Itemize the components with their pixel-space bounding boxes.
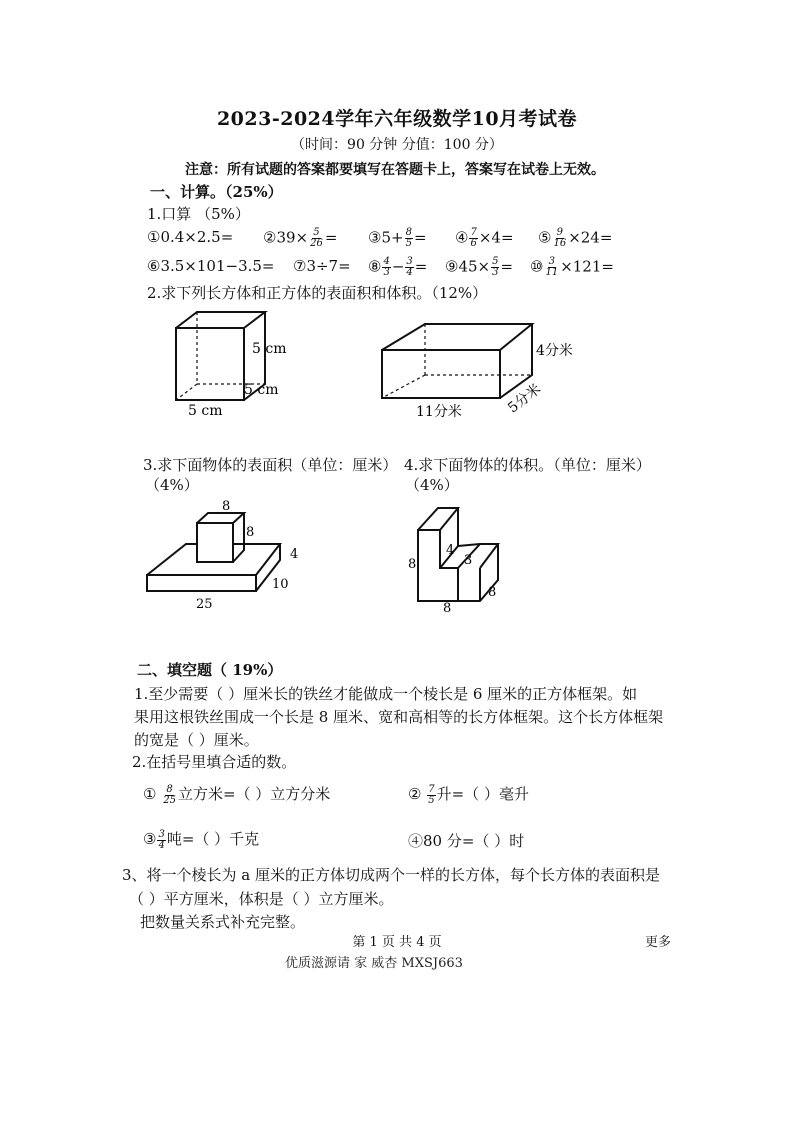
- q4-heading: 4.求下面物体的体积。（单位：厘米）: [404, 456, 651, 474]
- calc-item-1: ①0.4×2.5=: [147, 228, 234, 246]
- fill-q2-heading: 2.在括号里填合适的数。: [132, 753, 297, 771]
- calc-item-8: ⑧ $\frac{4}{3}$ − $\frac{3}{4}$ =: [368, 256, 428, 278]
- calc-item-4: ④ $\frac{7}{6}$ ×4=: [455, 227, 514, 249]
- section2-heading: 二、填空题（ 19%）: [137, 661, 283, 679]
- cube-label-height: 5 cm: [252, 341, 287, 357]
- q4-label-height: 8: [408, 557, 417, 572]
- fill-q1-line2: 果用这根铁丝围成一个长是 8 厘米、宽和高相等的长方体框架。这个长方体框架: [134, 708, 664, 726]
- q4-label-depth: 8: [488, 585, 497, 600]
- fill-q3-line2: （ ）平方厘米，体积是（ ）立方厘米。: [129, 890, 394, 908]
- q3-label-cube-height: 8: [246, 525, 255, 540]
- cube-label-depth: 5 cm: [244, 382, 279, 398]
- q2-figures: [150, 300, 630, 425]
- calc-item-7: ⑦3÷7=: [293, 257, 351, 275]
- q2-heading: 2.求下列长方体和正方体的表面积和体积。（12%）: [147, 284, 488, 302]
- fill-q2-item-3: ③ $\frac{3}{4}$ 吨=（ ）千克: [143, 828, 260, 851]
- calc-item-9: ⑨45× $\frac{5}{3}$ =: [445, 256, 514, 278]
- exam-info: （时间：90 分钟 分值：100 分）: [291, 137, 503, 153]
- cuboid-label-length: 11分米: [416, 404, 462, 420]
- fill-q1-line3: 的宽是（ ）厘米。: [134, 731, 259, 749]
- calc-item-3: ③5+ $\frac{8}{5}$ =: [368, 227, 427, 249]
- calc-item-2: ②39× $\frac{5}{26}$ =: [263, 227, 338, 249]
- watermark-text: 优质滋源请 家 威杏 MXSJ663: [285, 956, 463, 971]
- page-title: 2023-2024学年六年级数学10月考试卷: [216, 108, 578, 130]
- page-number: 第 1 页 共 4 页: [352, 935, 442, 950]
- fill-q2-item-4: ④80 分=（ ）时: [408, 832, 525, 850]
- fill-q2-item-1: ① $\frac{8}{25}$ 立方米=（ ）立方分米: [143, 783, 331, 806]
- q4-label-step-height: 4: [446, 543, 455, 558]
- cuboid-figure: [382, 324, 532, 398]
- more-link[interactable]: 更多: [645, 935, 672, 950]
- fill-q3-line3: 把数量关系式补充完整。: [140, 913, 306, 931]
- q4-label-step-width: 3: [464, 553, 473, 568]
- q3-figure: [140, 496, 310, 614]
- cube-label-width: 5 cm: [188, 403, 223, 419]
- q3-percent: （4%）: [145, 476, 199, 494]
- fill-q3-line1: 3、将一个棱长为 a 厘米的正方体切成两个一样的长方体，每个长方体的表面积是: [122, 866, 661, 884]
- q1-heading: 1.口算 （5%）: [147, 205, 250, 223]
- q3-label-slab-height: 4: [290, 547, 299, 562]
- cuboid-label-height: 4分米: [536, 343, 573, 359]
- q3-heading: 3.求下面物体的表面积（单位：厘米）: [143, 456, 398, 474]
- calc-item-10: ⑩ $\frac{3}{11}$ ×121=: [530, 256, 614, 278]
- q4-figure: [400, 496, 510, 614]
- calc-item-5: ⑤ $\frac{9}{16}$ ×24=: [538, 227, 613, 249]
- exam-note: 注意：所有试题的答案都要填写在答题卡上，答案写在试卷上无效。: [185, 162, 605, 178]
- q4-label-length: 8: [443, 601, 452, 614]
- fill-q2-item-2: ② $\frac{7}{5}$ 升=（ ）毫升: [408, 783, 529, 806]
- fill-q1-line1: 1.至少需要（ ）厘米长的铁丝才能做成一个棱长是 6 厘米的正方体框架。如: [134, 685, 638, 703]
- calc-item-6: ⑥3.5×101−3.5=: [147, 257, 275, 275]
- q3-label-slab-length: 25: [196, 597, 213, 612]
- cuboid-label-width: 5分米: [505, 381, 545, 417]
- section1-heading: 一、计算。（25%）: [150, 183, 283, 201]
- q3-label-slab-depth: 10: [272, 577, 289, 592]
- q4-percent: （4%）: [405, 476, 459, 494]
- q3-label-top: 8: [222, 499, 231, 514]
